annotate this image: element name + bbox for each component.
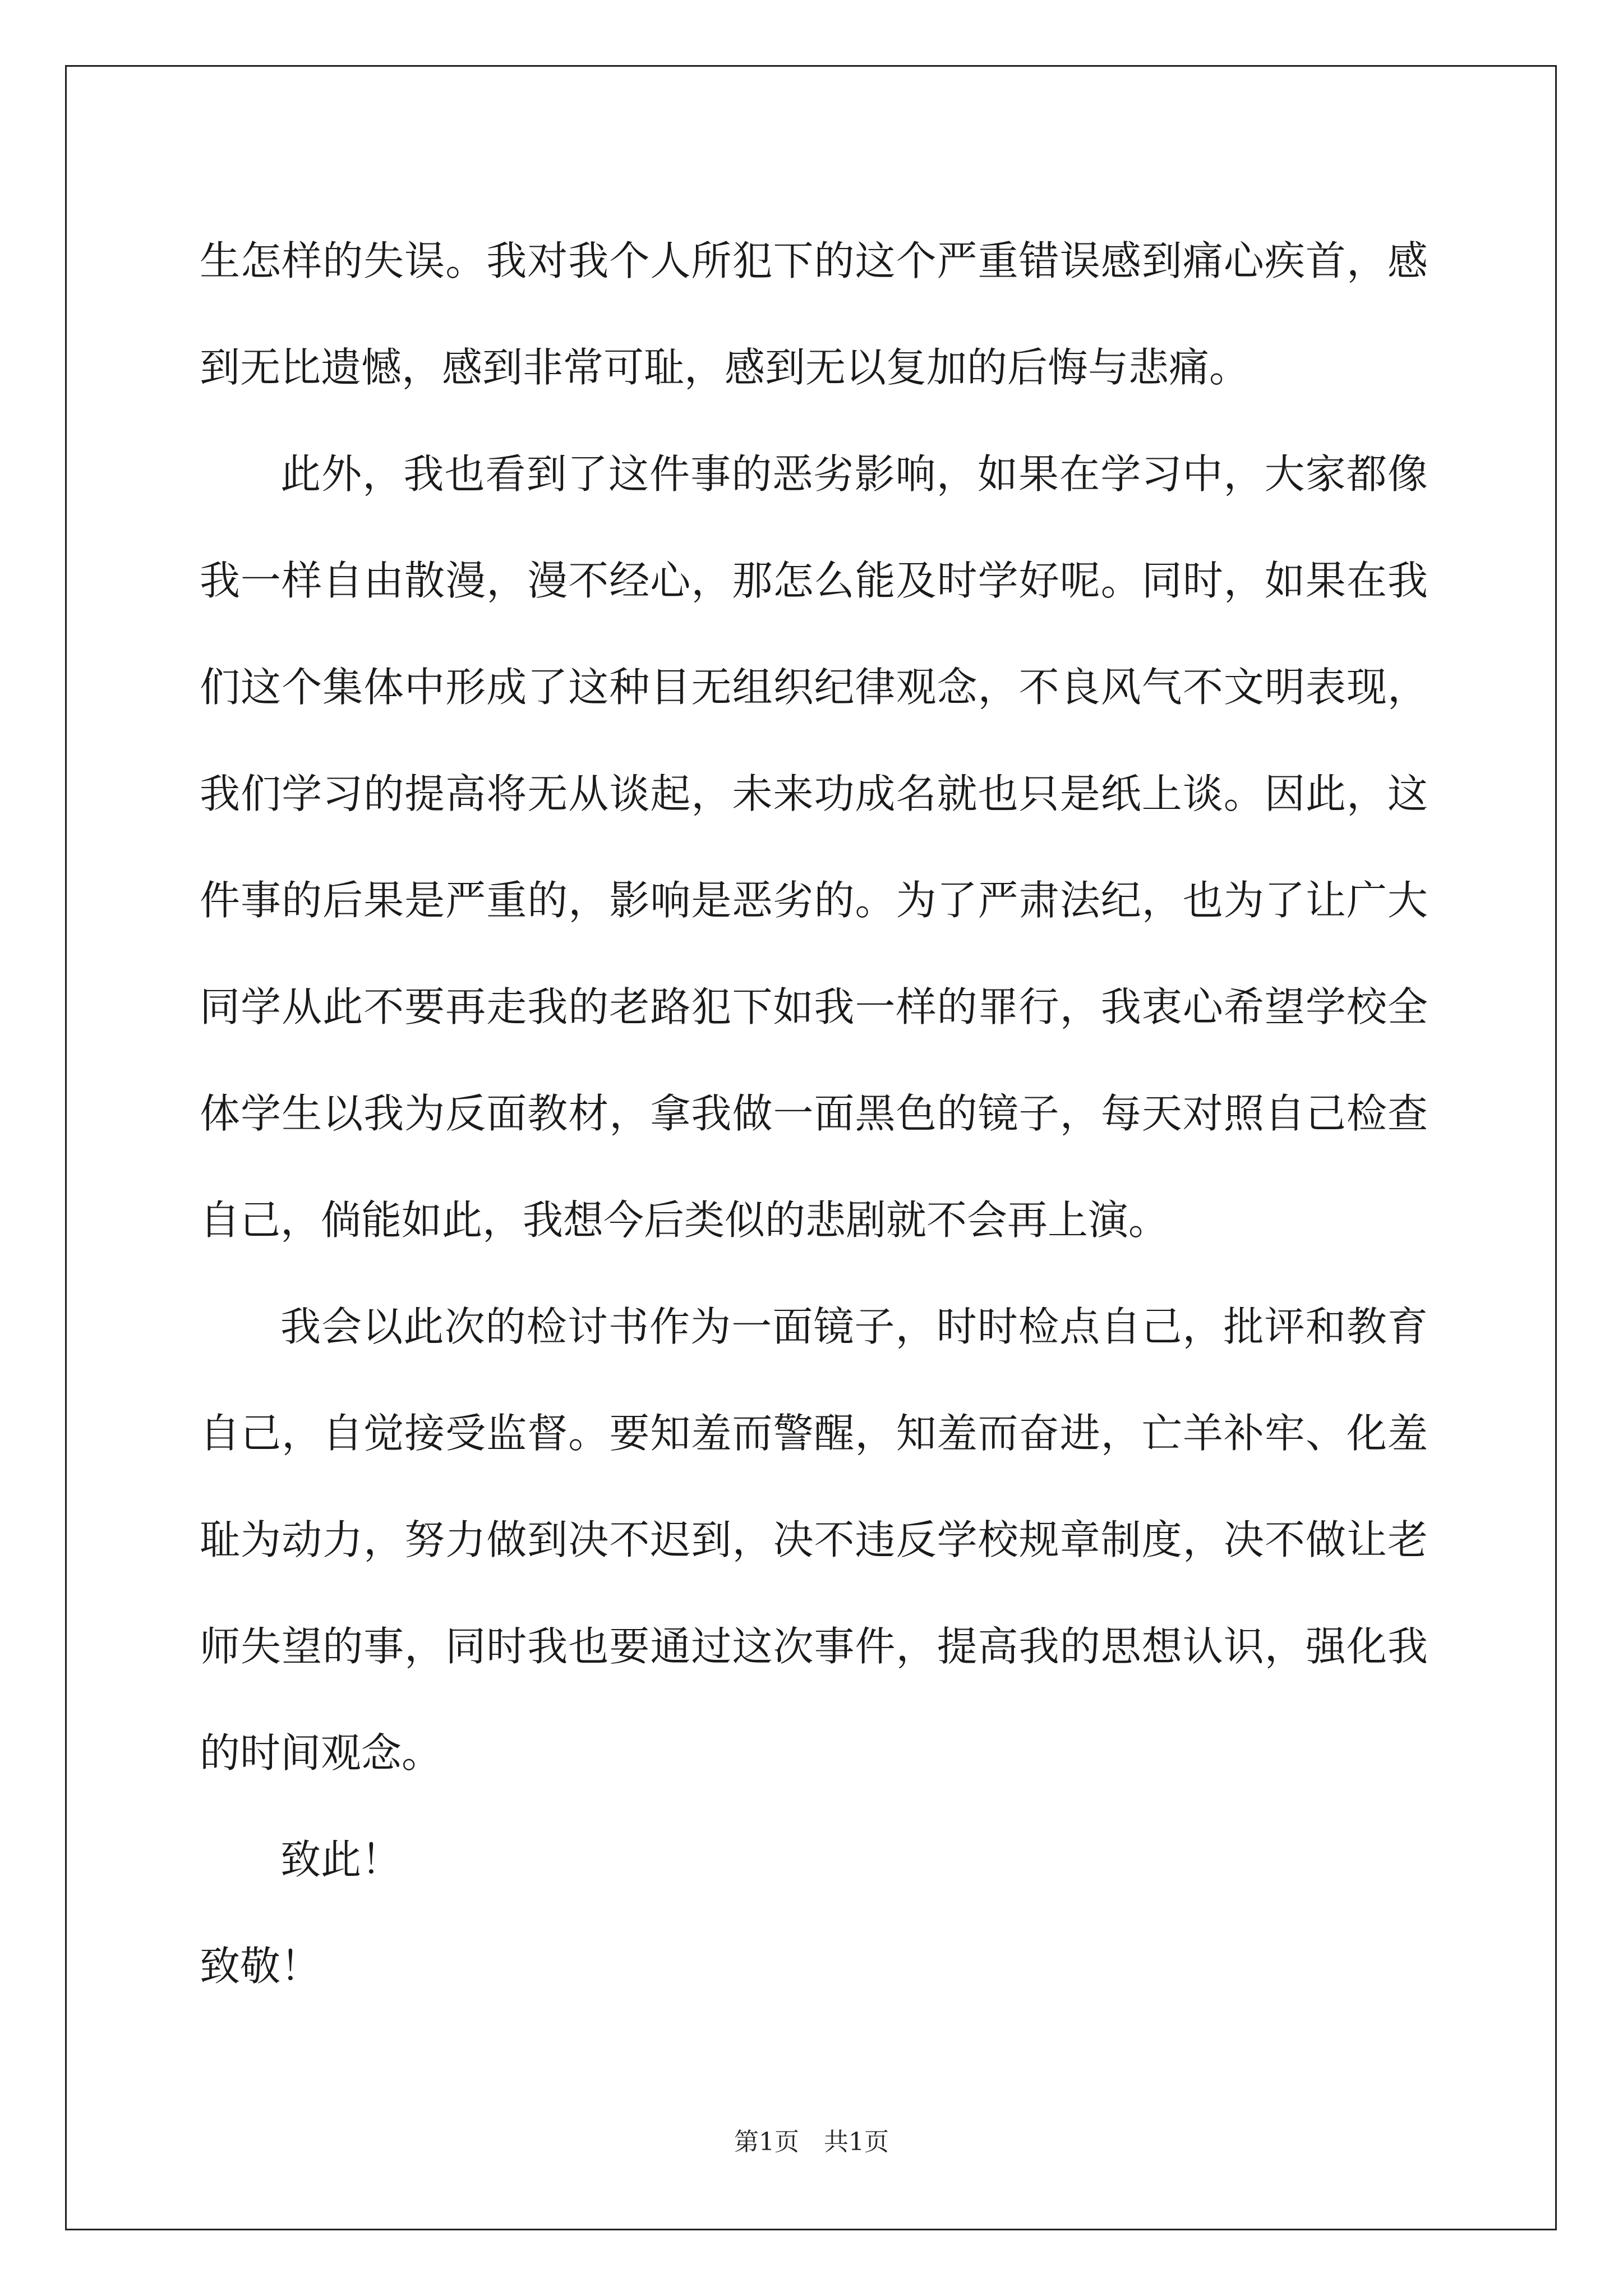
page-total: 共1页 [824, 2128, 889, 2156]
paragraph-2: 此外，我也看到了这件事的恶劣影响，如果在学习中，大家都像我一样自由散漫，漫不经心，那怎么能及时学好呢。同时，如果在我们这个集体中形成了这种目无组织纪律观念，不良风气不文明表现，我们学习的提高将无从谈起，未来功成名就也只是纸上谈。因此，这件事的后果是严重的，影响是恶劣的。为了严肃法纪，也为了让广大同学从此不要再走我的老路犯下如我一样的罪行，我衷心希望学校全体学生以我为反面教材，拿我做一面黑色的镜子，每天对照自己检查自己，倘能如此，我想今后类似的悲剧就不会再上演。 [200, 450, 1428, 1244]
paragraph-1: 生怎样的失误。我对我个人所犯下的这个严重错误感到痛心疾首，感到无比遗憾，感到非常可耻，感到无以复加的后悔与悲痛。 [200, 237, 1428, 391]
closing-zhijing: 致敬！ [200, 1943, 321, 1990]
closing-zhici: 致此！ [280, 1836, 402, 1883]
document-body [200, 208, 1428, 2019]
paragraph-3: 我会以此次的检讨书作为一面镜子，时时检点自己，批评和教育自己，自觉接受监督。要知羞而警醒，知羞而奋进，亡羊补牢、化羞耻为动力，努力做到决不迟到，决不违反学校规章制度，决不做让老师失望的事，同时我也要通过这次事件，提高我的思想认识，强化我的时间观念。 [200, 1303, 1428, 1777]
page-footer [0, 2122, 1623, 2157]
page-number: 第1页 [734, 2128, 799, 2156]
